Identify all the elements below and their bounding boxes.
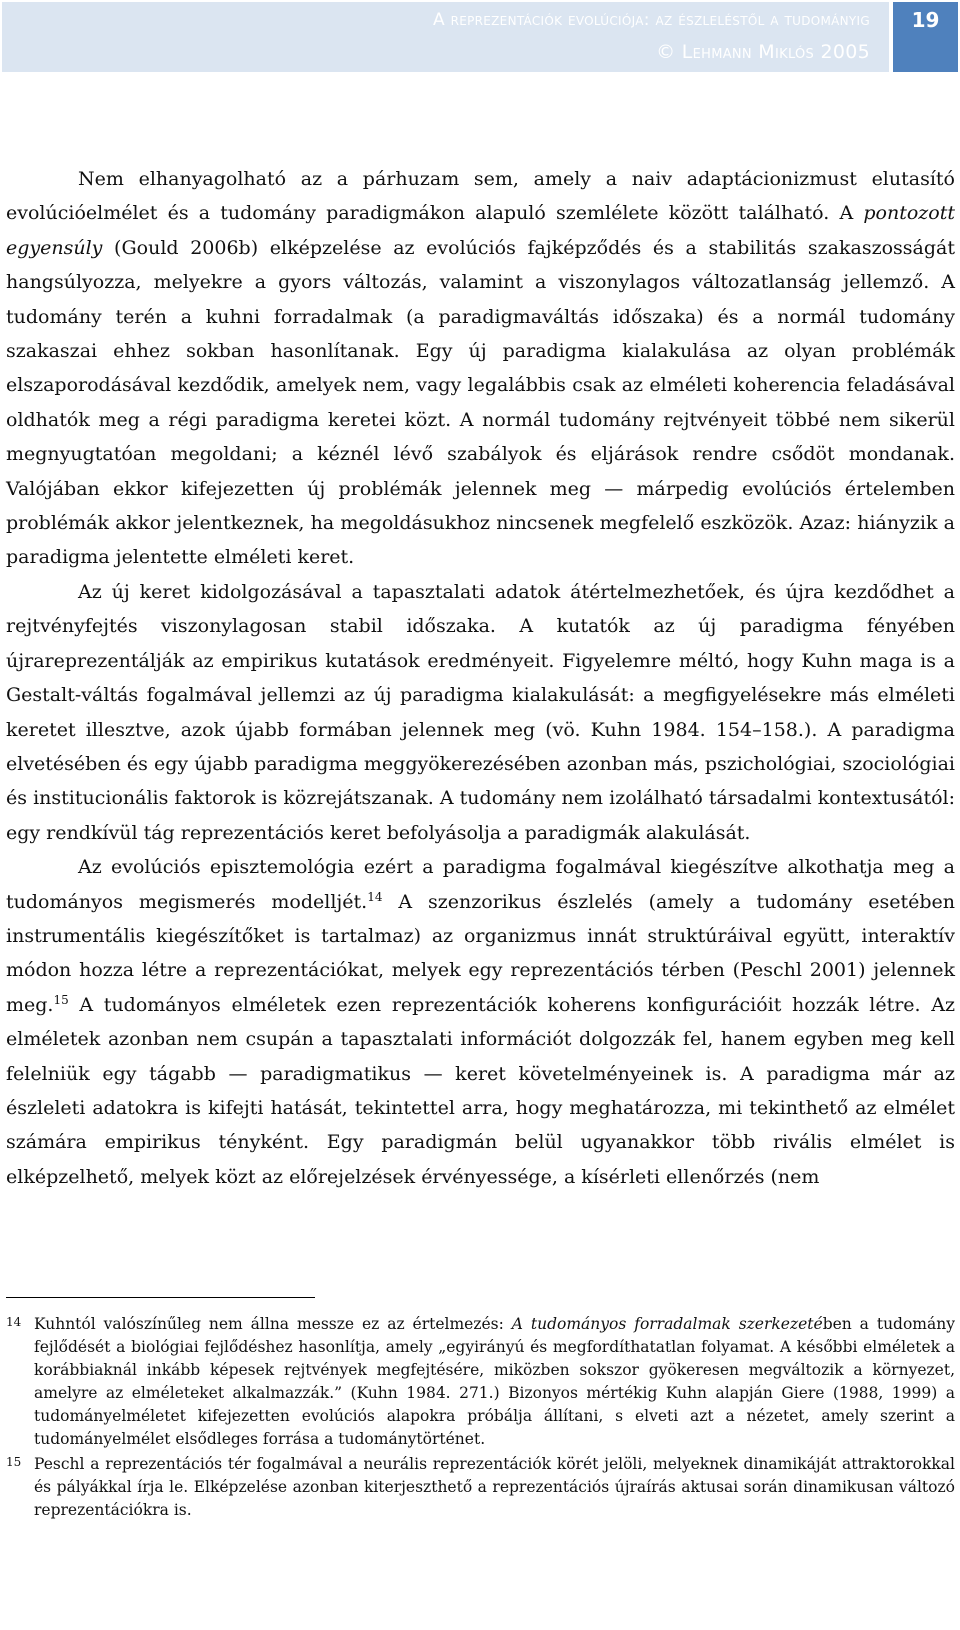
running-title: A reprezentációk evolúciója: az észleléstől a tudományig	[432, 10, 870, 30]
page-header	[0, 0, 960, 74]
footnote-ref[interactable]: 14	[367, 889, 383, 904]
copyright-line: © Lehmann Miklós 2005	[656, 41, 870, 63]
emphasis: pontozott egyensúly	[6, 202, 955, 259]
footnote: 14 Kuhntól valószínűleg nem állna messze ez az értelmezés: A tudományos forradalmak szerkezetében a tudomány fejlődését a biológiai fejlődéshez hasonlítja, amely „egyirányú és megfordíthatatlan folyamat. A későbbi elméletek a korábbiaknál inkább képesek rejtvények megfejtésére, miközben sokszor gyökeresen megváltozik a környezet, amelyre az elméleteket alkalmazzák.” (Kuhn 1984. 271.) Bizonyos mértékig Kuhn alapján Giere (1988, 1999) a tudományelméletet kifejezetten evolúciós alapokra próbálja állítani, s elveti azt a nézetet, amely szerint a tudományelmélet elsődleges forrása a tudománytörténet.	[6, 1313, 955, 1452]
main-text	[6, 162, 955, 1194]
footnote-mark: 14	[6, 1315, 22, 1329]
footnote-separator	[6, 1297, 315, 1298]
footnote-mark: 15	[6, 1454, 22, 1469]
footnote-ref[interactable]: 15	[53, 992, 69, 1007]
footnote: 15 Peschl a reprezentációs tér fogalmával a neurális reprezentációk körét jelöli, melyeknek dinamikáját attraktorokkal és pályákkal írja le. Elképzelése azonban kiterjeszthető a reprezentációs újraírás aktusai során dinamikusan változó reprezentációkra is.	[6, 1453, 955, 1522]
page-number: 19	[911, 8, 940, 32]
paragraph: Nem elhanyagolható az a párhuzam sem, amely a naiv adaptácionizmust elutasító evolúcióelmélet és a tudomány paradigmákon alapuló szemlélete között található. A pontozott egyensúly (Gould 2006b) elképzelése az evolúciós fajképződés és a stabilitás szakaszosságát hangsúlyozza, melyekre a gyors változás, valamint a viszonylagos változatlanság jellemző. A tudomány terén a kuhni forradalmak (a paradigmaváltás időszaka) és a normál tudomány szakaszai ehhez sokban hasonlítanak. Egy új paradigma kialakulása az olyan problémák elszaporodásával kezdődik, amelyek nem, vagy legalábbis csak az elméleti koherencia feladásával oldhatók meg a régi paradigma keretei közt. A normál tudomány rejtvényeit többé nem sikerül megnyugtatóan megoldani; a kéznél lévő szabályok és eljárások rendre csődöt mondanak. Valójában ekkor kifejezetten új problémák jelennek meg — márpedig evolúciós értelemben problémák akkor jelentkeznek, ha megoldásukhoz nincsenek megfelelő eszközök. Azaz: hiányzik a paradigma jelentette elméleti keret.	[6, 168, 955, 569]
paragraph: Az új keret kidolgozásával a tapasztalati adatok átértelmezhetőek, és újra kezdődhet a rejtvényfejtés viszonylagosan stabil időszaka. A kutatók az új paradigma fényében újrareprezentálják az empirikus kutatások eredményeit. Figyelemre méltó, hogy Kuhn maga is a Gestalt-váltás fogalmával jellemzi az új paradigma kialakulását: a megfigyelésekre más elméleti keretet illesztve, azok újabb formában jelennek meg (vö. Kuhn 1984. 154–158.). A paradigma elvetésében és egy újabb paradigma meggyökerezésében azonban más, pszichológiai, szociológiai és institucionális faktorok is közrejátszanak. A tudomány nem izolálható társadalmi kontextusától: egy rendkívül tág reprezentációs keret befolyásolja a paradigmák alakulását.	[6, 580, 955, 844]
footnotes	[6, 1313, 955, 1522]
emphasis: A tudományos forradalmak szerkezeté	[511, 1315, 823, 1333]
paragraph: Az evolúciós episztemológia ezért a paradigma fogalmával kiegészítve alkothatja meg a tudományos megismerés modelljét.$^{14}$ A szenzorikus észlelés (amely a tudomány esetében instrumentális kiegészítőket is tartalmaz) az organizmus innát struktúráival együtt, interaktív módon hozza létre a reprezentációkat, melyek egy reprezentációs térben (Peschl 2001) jelennek meg.$^{15}$ A tudományos elméletek ezen reprezentációk koherens konfigurációit hozzák létre. Az elméletek azonban nem csupán a tapasztalati információt dolgozzák fel, hanem egyben meg kell felelniük egy tágabb — paradigmatikus — keret követelményeinek is. A paradigma már az észleleti adatokra is kifejti hatását, tekintettel arra, hogy meghatározza, mi tekinthető az elmélet számára empirikus tényként. Egy paradigmán belül ugyanakkor több rivális elmélet is elképzelhető, melyek közt az előrejelzések érvényessége, a kísérleti ellenőrzés (nem	[6, 856, 955, 1188]
